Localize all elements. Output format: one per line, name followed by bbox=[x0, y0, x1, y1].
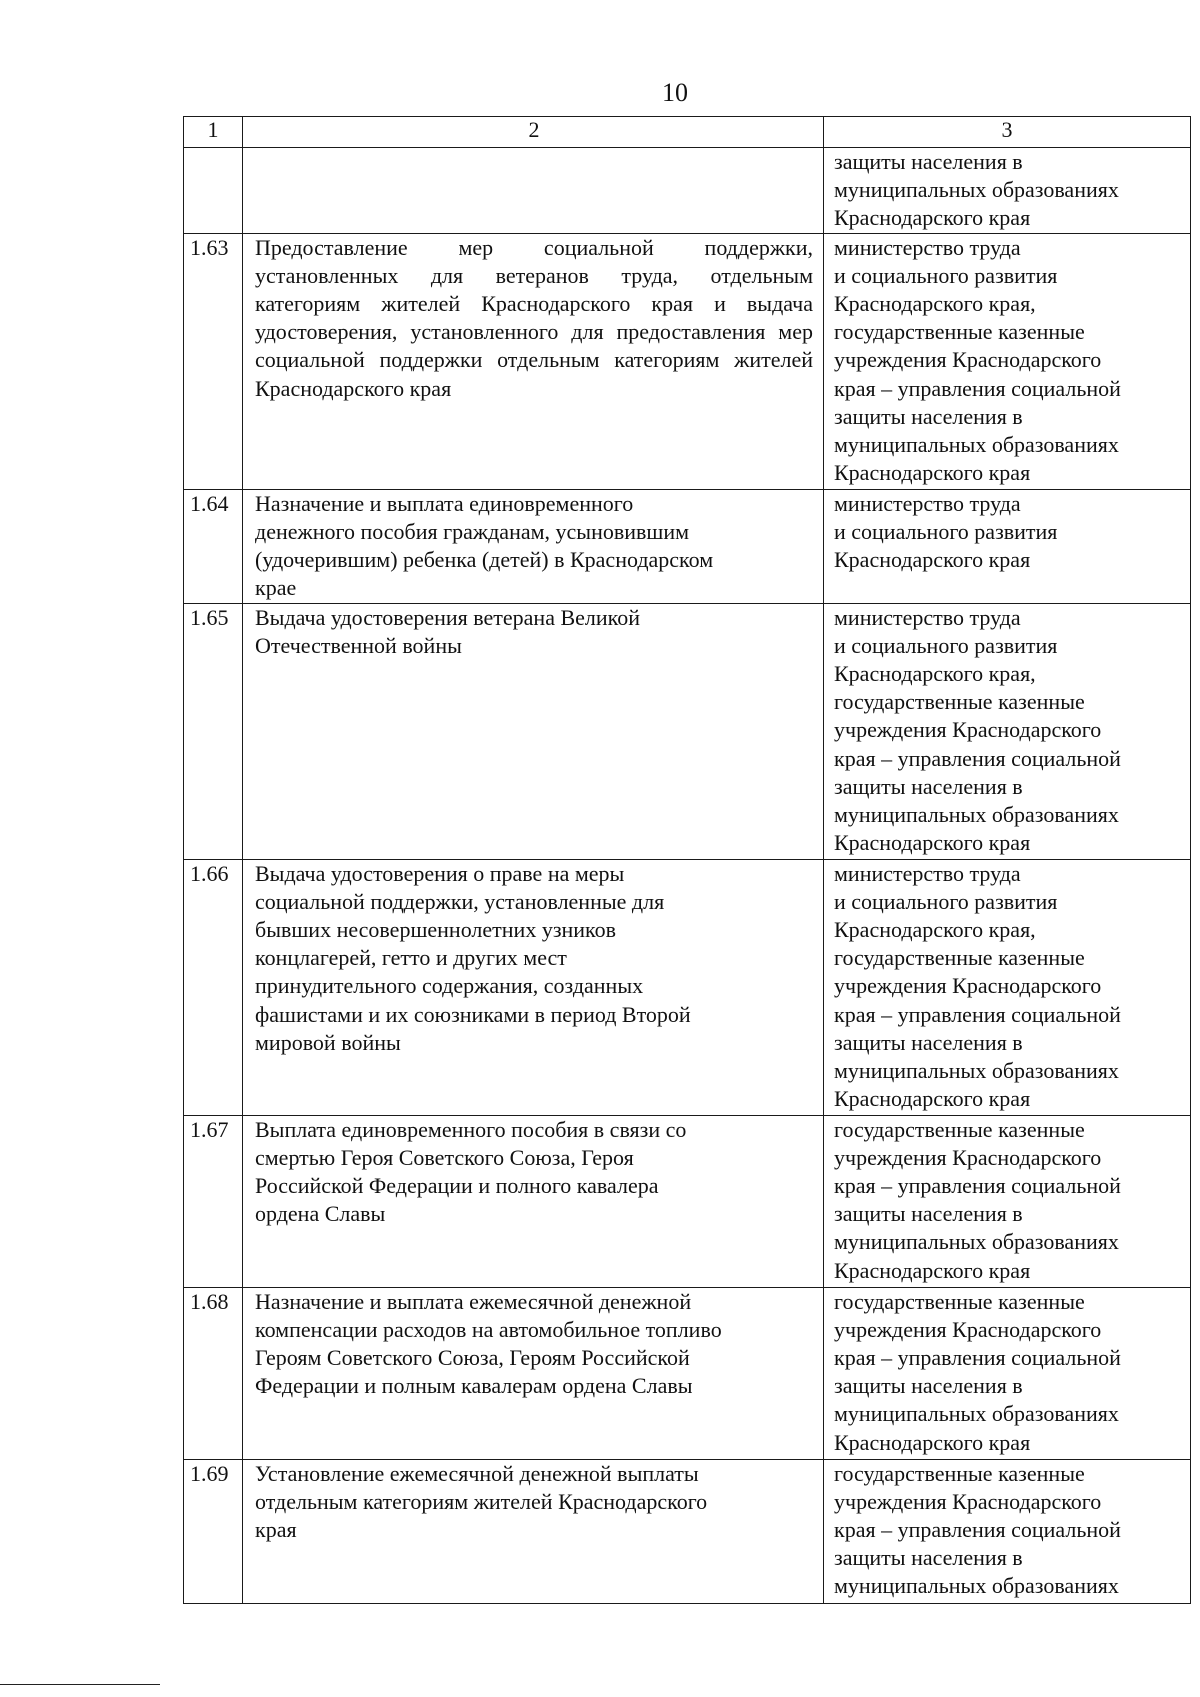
responsible-authority: министерство труда и социального развития Краснодарского края, государственные казенные учреждения Краснодарского края – управления социальной защиты населения в муниципальных образованиях Краснодарского края bbox=[824, 233, 1191, 489]
footnote-rule bbox=[0, 1684, 160, 1685]
row-number: 1.67 bbox=[184, 1115, 243, 1287]
service-name: Выдача удостоверения о праве на меры социальной поддержки, установленные для бывших несовершеннолетних узников концлагерей, гетто и других мест принудительного содержания, созданных фашистами и их союзниками в период Второй мировой войны bbox=[243, 859, 824, 1115]
responsible-authority: защиты населения в муниципальных образованиях Краснодарского края bbox=[824, 148, 1191, 234]
table-row bbox=[184, 1459, 1191, 1603]
row-number bbox=[184, 148, 243, 234]
row-number: 1.64 bbox=[184, 489, 243, 603]
row-number: 1.69 bbox=[184, 1459, 243, 1603]
table-header-row bbox=[184, 117, 1191, 148]
table-row bbox=[184, 603, 1191, 859]
service-name: Назначение и выплата единовременного денежного пособия гражданам, усыновившим (удочерившим) ребенка (детей) в Краснодарском крае bbox=[243, 489, 824, 603]
row-number: 1.65 bbox=[184, 603, 243, 859]
row-number: 1.66 bbox=[184, 859, 243, 1115]
table-row bbox=[184, 1287, 1191, 1459]
page-number: 10 bbox=[662, 78, 688, 107]
service-name: Предоставление мер социальной поддержки, установленных для ветеранов труда, отдельным категориям жителей Краснодарского края и выдача удостоверения, установленного для предоставления мер социальной поддержки отдельным категориям жителей Краснодарского края bbox=[243, 233, 824, 489]
table-row bbox=[184, 148, 1191, 234]
responsible-authority: государственные казенные учреждения Краснодарского края – управления социальной защиты населения в муниципальных образованиях Краснодарского края bbox=[824, 1287, 1191, 1459]
row-number: 1.63 bbox=[184, 233, 243, 489]
responsible-authority: министерство труда и социального развития Краснодарского края bbox=[824, 489, 1191, 603]
service-name: Установление ежемесячной денежной выплаты отдельным категориям жителей Краснодарского края bbox=[243, 1459, 824, 1603]
responsible-authority: министерство труда и социального развития Краснодарского края, государственные казенные учреждения Краснодарского края – управления социальной защиты населения в муниципальных образованиях Краснодарского края bbox=[824, 603, 1191, 859]
responsible-authority: государственные казенные учреждения Краснодарского края – управления социальной защиты населения в муниципальных образованиях bbox=[824, 1459, 1191, 1603]
service-name bbox=[243, 148, 824, 234]
row-number: 1.68 bbox=[184, 1287, 243, 1459]
table-row bbox=[184, 859, 1191, 1115]
service-name: Назначение и выплата ежемесячной денежной компенсации расходов на автомобильное топливо Героям Советского Союза, Героям Российской Федерации и полным кавалерам ордена Славы bbox=[243, 1287, 824, 1459]
service-name: Выплата единовременного пособия в связи со смертью Героя Советского Союза, Героя Российской Федерации и полного кавалера ордена Славы bbox=[243, 1115, 824, 1287]
services-table bbox=[183, 116, 1191, 1604]
responsible-authority: министерство труда и социального развития Краснодарского края, государственные казенные учреждения Краснодарского края – управления социальной защиты населения в муниципальных образованиях Краснодарского края bbox=[824, 859, 1191, 1115]
table-row bbox=[184, 1115, 1191, 1287]
header-col-1: 1 bbox=[184, 117, 243, 148]
table-row bbox=[184, 233, 1191, 489]
responsible-authority: государственные казенные учреждения Краснодарского края – управления социальной защиты населения в муниципальных образованиях Краснодарского края bbox=[824, 1115, 1191, 1287]
header-col-2: 2 bbox=[243, 117, 824, 148]
header-col-3: 3 bbox=[824, 117, 1191, 148]
service-name: Выдача удостоверения ветерана Великой Отечественной войны bbox=[243, 603, 824, 859]
table-row bbox=[184, 489, 1191, 603]
